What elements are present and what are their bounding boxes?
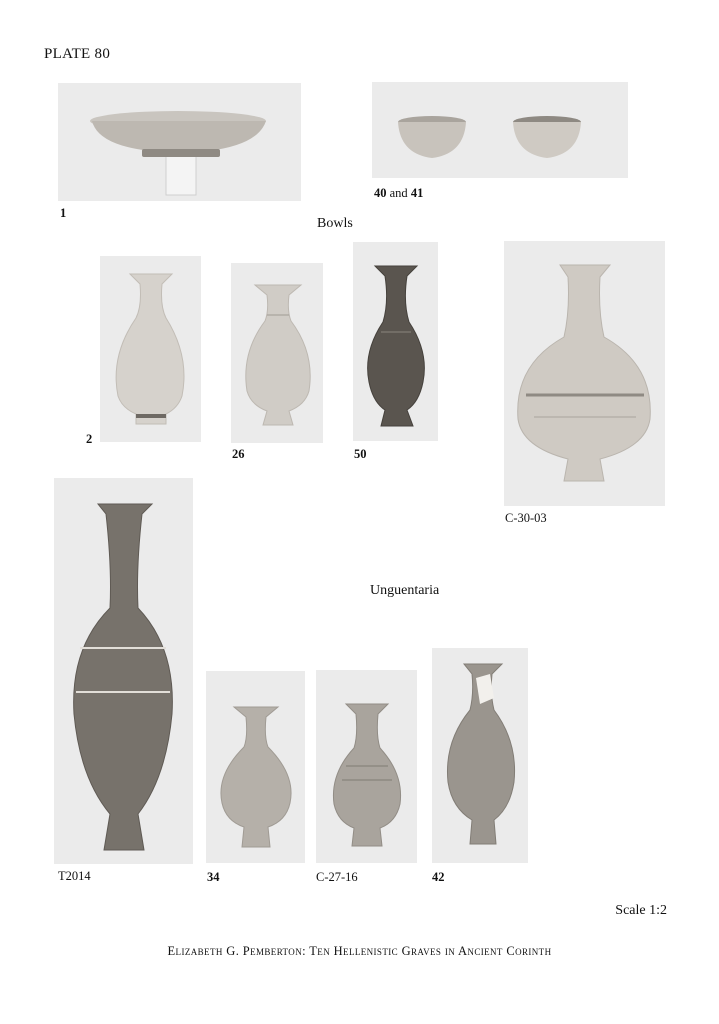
unguentarium-c-30-03-image — [504, 241, 665, 506]
unguentarium-42-image — [432, 648, 528, 863]
unguentarium-26-image — [231, 263, 323, 443]
bowl-1-image — [58, 83, 301, 201]
caption-42: 42 — [432, 870, 445, 884]
photo-unguentarium-t2014 — [54, 478, 193, 864]
photo-unguentarium-c-30-03 — [504, 241, 665, 506]
footer-citation: Elizabeth G. Pemberton: Ten Hellenistic Graves in Ancient Corinth — [167, 944, 552, 958]
caption-c-30-03: C-30-03 — [505, 511, 547, 525]
unguentarium-34-image — [206, 671, 305, 863]
bowls-40-41-image — [372, 82, 628, 178]
caption-40: 40 — [374, 186, 387, 200]
section-label-unguentaria: Unguentaria — [370, 583, 440, 598]
photo-bowl-1 — [58, 83, 301, 201]
unguentarium-c-27-16-image — [316, 670, 417, 863]
photo-unguentarium-50 — [353, 242, 438, 441]
photo-unguentarium-34 — [206, 671, 305, 863]
scale-note: Scale 1:2 — [615, 903, 667, 918]
photo-unguentarium-26 — [231, 263, 323, 443]
caption-34: 34 — [207, 870, 220, 884]
photo-unguentarium-2 — [100, 256, 201, 442]
plate-title: PLATE 80 — [44, 46, 111, 62]
caption-c-27-16: C-27-16 — [316, 870, 358, 884]
caption-41: 41 — [410, 186, 424, 200]
unguentarium-2-image — [100, 256, 201, 442]
caption-2: 2 — [86, 432, 93, 446]
photo-unguentarium-c-27-16 — [316, 670, 417, 863]
unguentarium-t2014-image — [54, 478, 193, 864]
unguentarium-50-image — [353, 242, 438, 441]
caption-t2014: T2014 — [58, 869, 91, 883]
section-label-bowls: Bowls — [317, 216, 353, 231]
photo-bowls-40-41 — [372, 82, 628, 178]
caption-26: 26 — [232, 447, 245, 461]
caption-and: and — [386, 186, 411, 200]
caption-bowls-40-41 — [374, 186, 423, 201]
caption-bowl-1: 1 — [60, 206, 67, 220]
caption-50: 50 — [354, 447, 367, 461]
photo-unguentarium-42 — [432, 648, 528, 863]
